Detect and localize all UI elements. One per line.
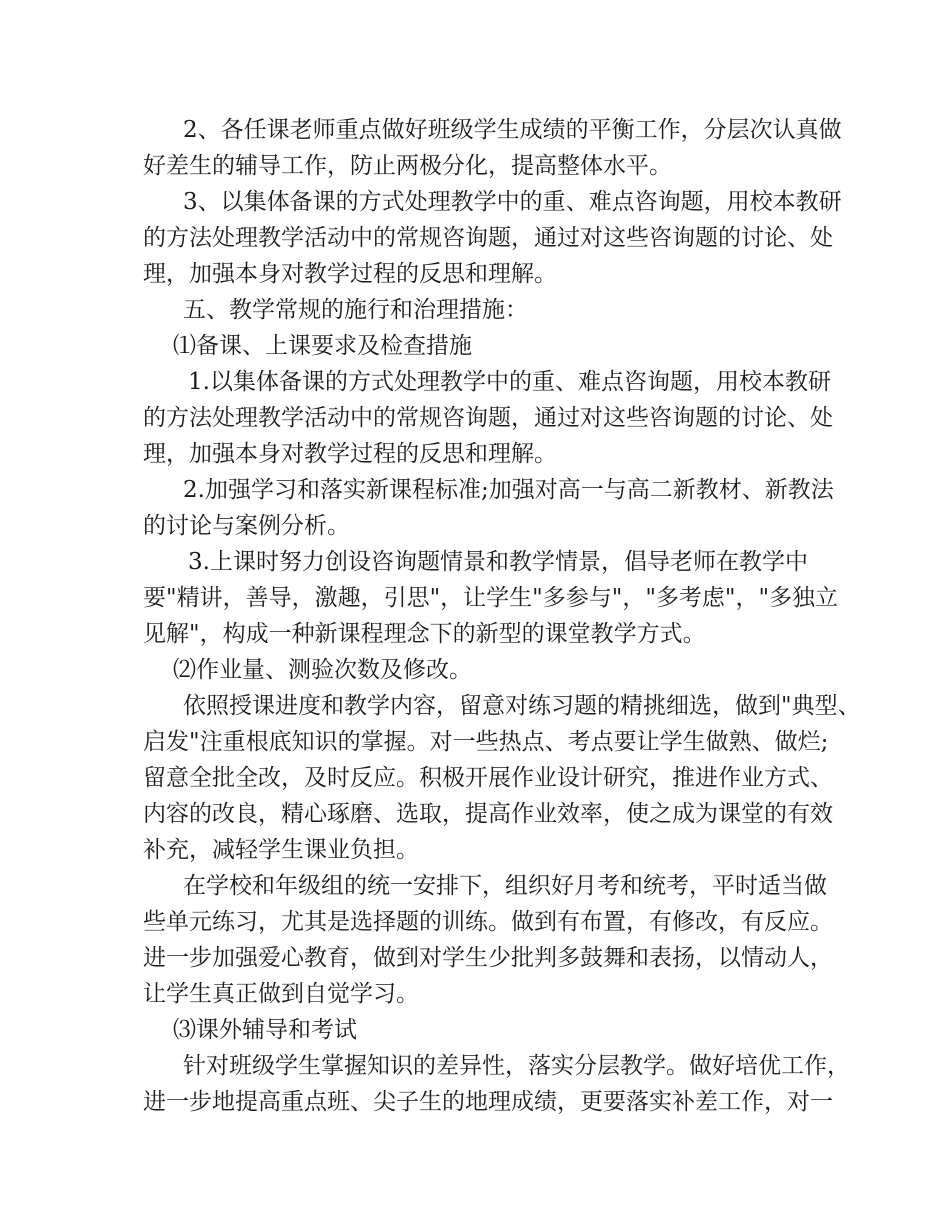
text-line: 留意全批全改，及时反应。积极开展作业设计研究，推进作业方式、: [143, 765, 833, 791]
text-line: 补充，减轻学生课业负担。: [143, 837, 419, 863]
text-line: 让学生真正做到自觉学习。: [143, 981, 419, 1007]
subsection-heading: ⑵作业量、测验次数及修改。: [173, 657, 472, 683]
text-line: 启发"注重根底知识的掌握。对一些热点、考点要让学生做熟、做烂;: [143, 729, 829, 755]
subsection-heading: ⑴备课、上课要求及检查措施: [173, 333, 472, 359]
subsection-heading: ⑶课外辅导和考试: [173, 1017, 357, 1043]
text-line: 进一步地提高重点班、尖子生的地理成绩，更要落实补差工作，对一: [143, 1089, 833, 1115]
text-line: 针对班级学生掌握知识的差异性，落实分层教学。做好培优工作，: [183, 1053, 850, 1079]
text-line: 1.以集体备课的方式处理教学中的重、难点咨询题，用校本教研: [188, 369, 831, 395]
text-line: 在学校和年级组的统一安排下，组织好月考和统考，平时适当做: [183, 873, 827, 899]
text-line: 理，加强本身对教学过程的反思和理解。: [143, 441, 557, 467]
text-line: 的方法处理教学活动中的常规咨询题，通过对这些咨询题的讨论、处: [143, 405, 833, 431]
text-line: 的讨论与案例分析。: [143, 513, 350, 539]
text-line: 3、以集体备课的方式处理教学中的重、难点咨询题，用校本教研: [183, 189, 842, 215]
text-line: 进一步加强爱心教育，做到对学生少批判多鼓舞和表扬，以情动人，: [143, 945, 833, 971]
text-line: 依照授课进度和教学内容，留意对练习题的精挑细选，做到"典型、: [183, 693, 861, 719]
text-line: 理，加强本身对教学过程的反思和理解。: [143, 261, 557, 287]
text-line: 好差生的辅导工作，防止两极分化，提高整体水平。: [143, 153, 672, 179]
text-line: 2.加强学习和落实新课程标准;加强对高一与高二新教材、新教法: [183, 477, 834, 503]
text-line: 3.上课时努力创设咨询题情景和教学情景，倡导老师在教学中: [188, 549, 808, 575]
text-line: 要"精讲，善导，激趣，引思"，让学生"多参与"，"多考虑"，"多独立: [143, 585, 839, 611]
section-heading: 五、教学常规的施行和治理措施：: [183, 297, 528, 323]
text-line: 2、各任课老师重点做好班级学生成绩的平衡工作，分层次认真做: [183, 117, 842, 143]
text-line: 的方法处理教学活动中的常规咨询题，通过对这些咨询题的讨论、处: [143, 225, 833, 251]
text-line: 内容的改良，精心琢磨、选取，提高作业效率，使之成为课堂的有效: [143, 801, 833, 827]
text-line: 见解"，构成一种新课程理念下的新型的课堂教学方式。: [143, 621, 706, 647]
text-line: 些单元练习，尤其是选择题的训练。做到有布置，有修改，有反应。: [143, 909, 833, 935]
